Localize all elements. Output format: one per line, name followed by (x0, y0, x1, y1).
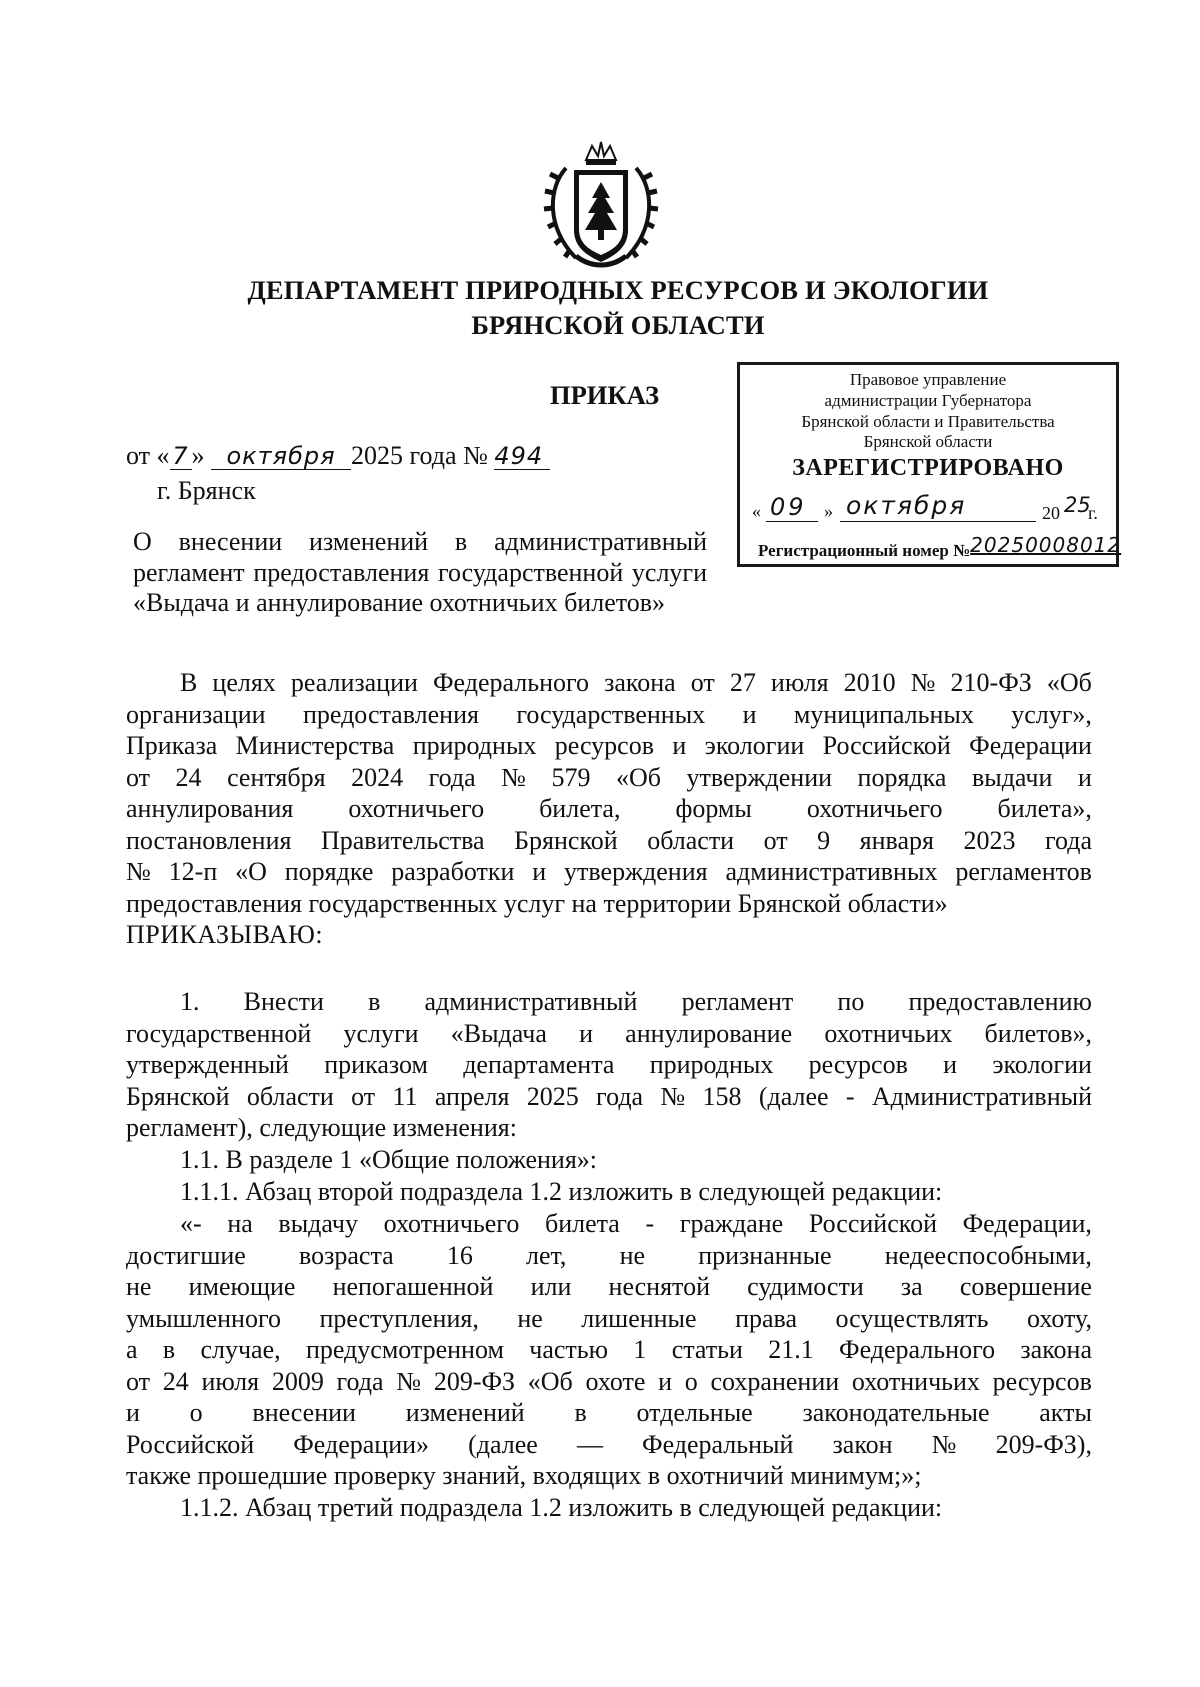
item-1-1-paragraph (126, 1144, 1092, 1176)
word: 2009 (271, 1366, 324, 1396)
word: не (619, 1240, 646, 1270)
quoted-paragraph (126, 1208, 1092, 1492)
word: охотничьего (348, 794, 485, 823)
word: непогашенной (332, 1272, 494, 1301)
word: года (596, 1081, 644, 1111)
word: государственной (126, 1018, 312, 1048)
text-line (126, 762, 1092, 794)
word: статьи (671, 1335, 743, 1364)
word: Российской (126, 1429, 255, 1459)
word: охотничьих (851, 1366, 980, 1396)
word: признанные (698, 1240, 832, 1270)
word: 27 (729, 668, 756, 697)
word: судимости (747, 1272, 864, 1301)
word: № (910, 668, 936, 697)
stamp-line: Правовое управление (849, 370, 1007, 389)
word: случае, (200, 1335, 281, 1364)
word: Российской (808, 1209, 937, 1238)
word: совершение (959, 1272, 1092, 1301)
word: выдачи (971, 762, 1053, 792)
word: лишенные (581, 1303, 697, 1333)
text-line: 1.1.2. Абзац третий подраздела 1.2 изложить в следующей редакции: (180, 1493, 943, 1522)
word: (далее (468, 1429, 538, 1459)
word: в (368, 987, 381, 1016)
word: № (396, 1366, 422, 1396)
word: Федерации, (962, 1209, 1092, 1238)
word: 16 (446, 1240, 473, 1270)
word: года (428, 762, 476, 792)
text-line: предоставления государственных услуг на территории Брянской области» (126, 888, 948, 918)
registration-stamp (737, 362, 1122, 567)
word: и (658, 1366, 673, 1396)
order-date-number (126, 441, 550, 471)
stamp-day: 09 (770, 493, 807, 521)
word: № (931, 1429, 957, 1459)
stamp-line: администрации Губернатора (824, 391, 1032, 410)
text-line (126, 1049, 1092, 1081)
word: 12-п (168, 857, 218, 886)
word: в (162, 1335, 176, 1364)
word: охоту, (1027, 1303, 1092, 1333)
word: сохранении (710, 1366, 840, 1396)
text-line (126, 1334, 1092, 1366)
word: приказом (324, 1050, 428, 1079)
word: природных (412, 731, 537, 760)
text-line (126, 1397, 1092, 1429)
word: ресурсов (554, 731, 654, 760)
word: предоставлению (908, 987, 1092, 1016)
word: и (126, 1398, 140, 1427)
word: сентября (227, 762, 326, 792)
word: от (126, 762, 151, 792)
document-title: ПРИКАЗ (550, 380, 660, 410)
stamp-quote-open: « (752, 501, 761, 521)
word: не (517, 1303, 543, 1333)
word: (далее (758, 1081, 829, 1111)
word: 24 (175, 762, 202, 792)
order-month: октября (211, 444, 351, 470)
word: разработки (391, 857, 515, 886)
stamp-month: октября (846, 491, 967, 520)
stamp-registered: ЗАРЕГИСТРИРОВАНО (792, 455, 1064, 481)
word: порядка (857, 762, 947, 792)
word: Федерации (969, 731, 1092, 760)
text-line (126, 1018, 1092, 1050)
text-line (126, 1366, 1092, 1398)
word: билета», (997, 794, 1092, 823)
word: охотничьих (824, 1018, 953, 1048)
word: «Об (615, 762, 661, 792)
word: и (532, 857, 547, 886)
word: «- (180, 1209, 202, 1238)
word: Федеральный (642, 1429, 794, 1459)
word: билета, (539, 794, 621, 823)
word: и (672, 731, 687, 760)
word: за (900, 1272, 923, 1301)
word: 11 (392, 1081, 418, 1111)
word: услуг», (1011, 699, 1092, 729)
coat-of-arms-emblem (536, 138, 666, 278)
text-line (126, 986, 1092, 1018)
word: аннулирования (126, 794, 294, 823)
word: утверждения (564, 857, 708, 886)
text-line (126, 1271, 1092, 1303)
word: 209-ФЗ), (995, 1429, 1092, 1459)
text-line: регламент), следующие изменения: (126, 1113, 517, 1142)
word: Приказа (126, 731, 218, 760)
word: «Об (527, 1366, 573, 1396)
stamp-reg-number (758, 533, 1122, 561)
word: 2025 (526, 1081, 579, 1111)
word: закон (832, 1429, 893, 1459)
stamp-year-prefix: 20 (1042, 503, 1060, 523)
word: отдельные (636, 1398, 753, 1427)
word: и (579, 1018, 593, 1048)
word: организации (126, 699, 266, 729)
word: апреля (434, 1081, 510, 1111)
word: экологии (704, 731, 805, 760)
text-line (126, 793, 1092, 825)
word: Брянской (126, 1081, 230, 1111)
word: муниципальных (793, 699, 974, 729)
word: утверждении (686, 762, 833, 792)
word: 2024 (351, 762, 404, 792)
word: аннулирование (625, 1018, 793, 1048)
text-line (126, 1208, 1092, 1240)
word: «Выдача (450, 1018, 547, 1048)
order-year-text: 2025 года № (351, 441, 488, 470)
word: от (763, 825, 788, 855)
word: государственных (516, 699, 706, 729)
word: Федерального (839, 1335, 996, 1364)
word: 210-ФЗ (950, 668, 1032, 697)
word: порядке (284, 857, 374, 886)
stamp-reg-number-value: 20250008012 (970, 533, 1122, 557)
stamp-quote-close: » (824, 501, 833, 521)
word: В (180, 668, 198, 697)
order-prefix: от « (126, 441, 170, 470)
item-1-1-2-paragraph (126, 1492, 1092, 1524)
text-line (126, 667, 1092, 699)
order-quote-close: » (191, 441, 205, 470)
word: 9 (817, 825, 831, 855)
word: 24 (162, 1366, 189, 1396)
word: «О (235, 857, 267, 886)
word: 1. (180, 987, 200, 1016)
word: и (742, 699, 757, 729)
word: Министерства (235, 731, 395, 760)
word: предоставления (302, 699, 479, 729)
order-day: 7 (170, 444, 192, 470)
word: области (647, 825, 735, 855)
item-1-1-1-paragraph (126, 1176, 1092, 1208)
text-line (126, 699, 1092, 731)
stamp-reg-label: Регистрационный номер № (758, 541, 971, 560)
word: регламент (681, 987, 794, 1016)
word: билетов», (984, 1018, 1092, 1048)
word: акты (1039, 1398, 1092, 1427)
word: в (574, 1398, 587, 1427)
word: законодательные (802, 1398, 990, 1427)
word: возраста (299, 1240, 394, 1270)
word: № (501, 762, 526, 792)
word: охоте (585, 1366, 646, 1396)
word: формы (675, 794, 752, 823)
stamp-underline (840, 521, 1036, 522)
word: административных (725, 857, 938, 886)
word: осуществлять (835, 1303, 989, 1333)
text-line (126, 1240, 1092, 1272)
word: внесении (252, 1398, 356, 1427)
stamp-line: Брянской области и Правительства (801, 412, 1055, 431)
word: июля (201, 1366, 260, 1396)
word: изменений (405, 1398, 525, 1427)
order-city: г. Брянск (157, 476, 256, 505)
word: Федерации» (293, 1429, 430, 1459)
word: охотничьего (806, 794, 943, 823)
word: выдачу (278, 1209, 358, 1238)
text-line (126, 856, 1092, 888)
word: года (336, 1366, 384, 1396)
word: целях (212, 668, 276, 697)
word: Российской (822, 731, 951, 760)
stamp-date (748, 493, 1108, 525)
word: природных (649, 1050, 774, 1079)
word: 2010 (843, 668, 896, 697)
word: области (246, 1081, 334, 1111)
order-directive-word: ПРИКАЗЫВАЮ: (126, 920, 324, 949)
preamble-paragraph (126, 667, 1092, 919)
word: № (126, 857, 151, 886)
word: 1 (633, 1335, 647, 1364)
stamp-underline (766, 521, 818, 522)
word: граждане (679, 1209, 784, 1238)
order-number: 494 (494, 444, 550, 470)
word: утвержденный (126, 1050, 289, 1079)
word: закона (604, 668, 676, 697)
stamp-year-suffix: г. (1088, 503, 1098, 523)
word: билета (544, 1209, 620, 1238)
word: 209-ФЗ (433, 1366, 516, 1396)
word: Федерального (433, 668, 590, 697)
word: достигшие (126, 1240, 246, 1270)
word: реализации (290, 668, 418, 697)
word: преступления, (319, 1303, 479, 1333)
word: от (690, 668, 715, 697)
word: экологии (992, 1050, 1092, 1079)
text-line: 1.1. В разделе 1 «Общие положения»: (180, 1145, 598, 1174)
word: или (530, 1272, 572, 1301)
word: услуги (343, 1018, 419, 1048)
word: 579 (551, 762, 591, 792)
word: умышленного (126, 1303, 281, 1333)
text-line (126, 1081, 1092, 1113)
item-1-paragraph (126, 986, 1092, 1144)
word: 21.1 (768, 1335, 814, 1364)
word: 158 (702, 1081, 742, 1111)
word: Административный (871, 1081, 1092, 1111)
word: № (660, 1081, 686, 1111)
word: и (943, 1050, 958, 1079)
word: Правительства (320, 825, 485, 855)
text-line: 1.1.1. Абзац второй подраздела 1.2 изложить в следующей редакции: (180, 1177, 943, 1206)
word: предусмотренном (305, 1335, 504, 1364)
word: лет, (525, 1240, 567, 1270)
word: от (351, 1081, 376, 1111)
word: и (1077, 762, 1092, 792)
word: ресурсов (808, 1050, 908, 1079)
word: января (859, 825, 934, 855)
text-line (126, 1303, 1092, 1335)
department-name: ДЕПАРТАМЕНТ ПРИРОДНЫХ РЕСУРСОВ И ЭКОЛОГИИ (247, 275, 989, 305)
word: не (126, 1272, 152, 1301)
department-region: БРЯНСКОЙ ОБЛАСТИ (471, 310, 765, 340)
word: 2023 (963, 825, 1016, 855)
text-line (126, 825, 1092, 857)
word: на (227, 1209, 253, 1238)
word: от (126, 1366, 151, 1396)
word: года (1044, 825, 1092, 855)
word: неснятой (608, 1272, 710, 1301)
word: права (735, 1303, 797, 1333)
word: о (189, 1398, 203, 1427)
word: постановления (126, 825, 292, 855)
stamp-line: Брянской области (863, 432, 993, 451)
word: недееспособными, (884, 1240, 1092, 1270)
word: - (845, 1081, 855, 1111)
word: административный (424, 987, 638, 1016)
stamp-year-hand: 25 (1064, 493, 1091, 517)
text-line: также прошедшие проверку знаний, входящих в охотничий минимум;»; (126, 1461, 922, 1490)
word: закона (1020, 1335, 1092, 1364)
text-line (126, 730, 1092, 762)
word: Брянской (514, 825, 618, 855)
word: по (837, 987, 865, 1016)
word: о (684, 1366, 698, 1396)
word: июля (770, 668, 829, 697)
order-subject: О внесении изменений в административный регламент предоставления государственной услуги «Выдача и аннулирование охотничьих билетов» (133, 527, 707, 617)
word: департамента (463, 1050, 615, 1079)
word: имеющие (188, 1272, 296, 1301)
word: частью (529, 1335, 609, 1364)
word: — (576, 1429, 603, 1459)
word: а (126, 1335, 138, 1364)
word: «Об (1046, 668, 1092, 697)
word: ресурсов (992, 1366, 1092, 1396)
word: регламентов (955, 857, 1092, 886)
word: Внести (243, 987, 324, 1016)
word: - (645, 1209, 655, 1238)
word: охотничьего (383, 1209, 520, 1238)
text-line (126, 1429, 1092, 1461)
